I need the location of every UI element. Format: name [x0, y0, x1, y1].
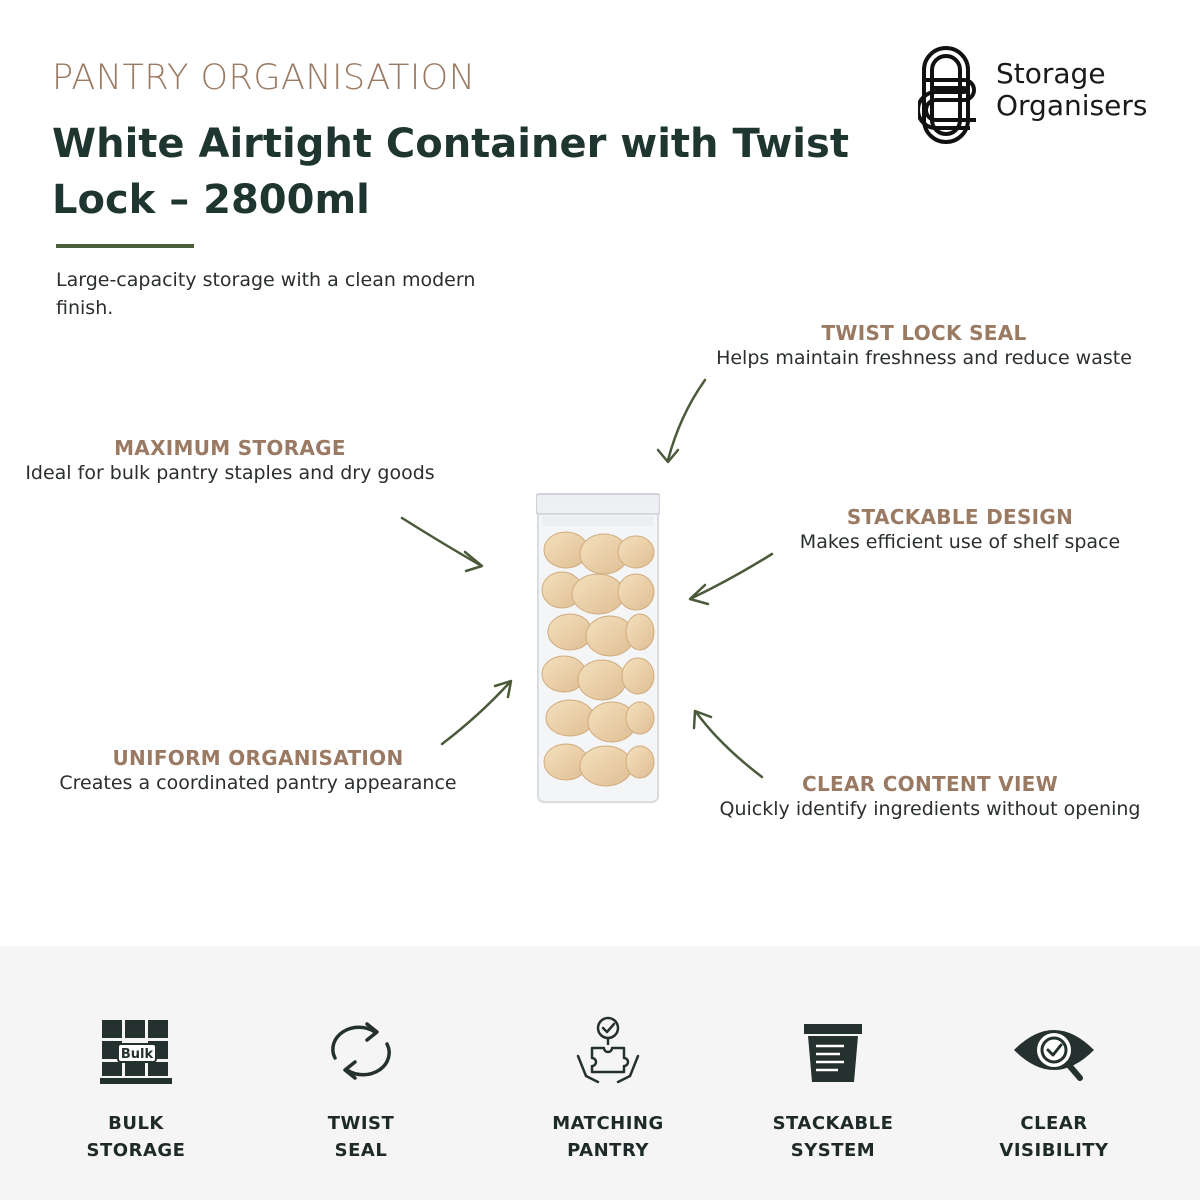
arrow-maximum-storage — [402, 518, 480, 565]
feature-label — [271, 1110, 451, 1164]
feature-twist-seal — [271, 1016, 451, 1164]
feature-clear-visibility — [964, 1016, 1144, 1164]
brand-name-line1: Storage — [996, 57, 1106, 90]
callout-twist-lock-seal — [700, 321, 1148, 369]
twist-arrows-icon — [323, 1016, 399, 1086]
callout-heading: TWIST LOCK SEAL — [821, 321, 1027, 345]
feature-stackable-system — [743, 1016, 923, 1164]
feature-label-line2: SYSTEM — [790, 1140, 876, 1161]
bulk-icon-text: Bulk — [120, 1047, 154, 1062]
feature-label-line2: VISIBILITY — [999, 1140, 1109, 1161]
eye-check-icon — [1012, 1016, 1096, 1086]
feature-label-line2: SEAL — [334, 1140, 388, 1161]
arrow-stackable — [692, 554, 772, 598]
brand-name-line2: Organisers — [996, 89, 1148, 122]
feature-label — [518, 1110, 698, 1164]
stacked-container-icon — [800, 1016, 866, 1086]
callout-text: Makes efficient use of shelf space — [799, 531, 1121, 553]
arrow-uniform — [442, 682, 510, 744]
callout-maximum-storage — [10, 436, 450, 484]
callout-heading: STACKABLE DESIGN — [846, 505, 1074, 529]
eyebrow-heading: PANTRY ORGANISATION — [52, 58, 476, 98]
puzzle-hands-icon — [572, 1016, 644, 1086]
container-with-pasta-shells-image — [536, 492, 660, 804]
feature-bulk-storage — [46, 1016, 226, 1164]
feature-label-line1: CLEAR — [1020, 1113, 1088, 1134]
callout-clear-content-view — [706, 772, 1154, 820]
feature-matching-pantry — [518, 1016, 698, 1164]
callout-uniform-organisation — [40, 746, 476, 794]
features-bar — [0, 946, 1200, 1200]
callout-stackable-design — [780, 505, 1140, 553]
feature-label-line1: TWIST — [327, 1113, 395, 1134]
page-subtitle: Large-capacity storage with a clean modern finish. — [56, 269, 476, 319]
feature-label-line1: MATCHING — [552, 1113, 664, 1134]
callout-heading: UNIFORM ORGANISATION — [112, 746, 404, 770]
bulk-boxes-icon — [100, 1016, 172, 1086]
feature-label-line1: STACKABLE — [772, 1113, 894, 1134]
callout-text: Creates a coordinated pantry appearance — [59, 772, 457, 794]
feature-label-line1: BULK — [108, 1113, 164, 1134]
feature-label-line2: PANTRY — [567, 1140, 649, 1161]
arrow-twist-lock — [668, 380, 705, 460]
feature-label-line2: STORAGE — [86, 1140, 186, 1161]
callout-text: Helps maintain freshness and reduce waste — [716, 347, 1132, 369]
arrow-clear-view — [696, 712, 762, 777]
feature-label — [743, 1110, 923, 1164]
feature-label — [46, 1110, 226, 1164]
callout-heading: CLEAR CONTENT VIEW — [801, 772, 1059, 796]
callout-text: Ideal for bulk pantry staples and dry goods — [25, 462, 435, 484]
callout-heading: MAXIMUM STORAGE — [114, 436, 346, 460]
page-title: White Airtight Container with Twist Lock – 2800ml — [52, 121, 849, 223]
callout-text: Quickly identify ingredients without opening — [719, 798, 1141, 820]
feature-label — [964, 1110, 1144, 1164]
